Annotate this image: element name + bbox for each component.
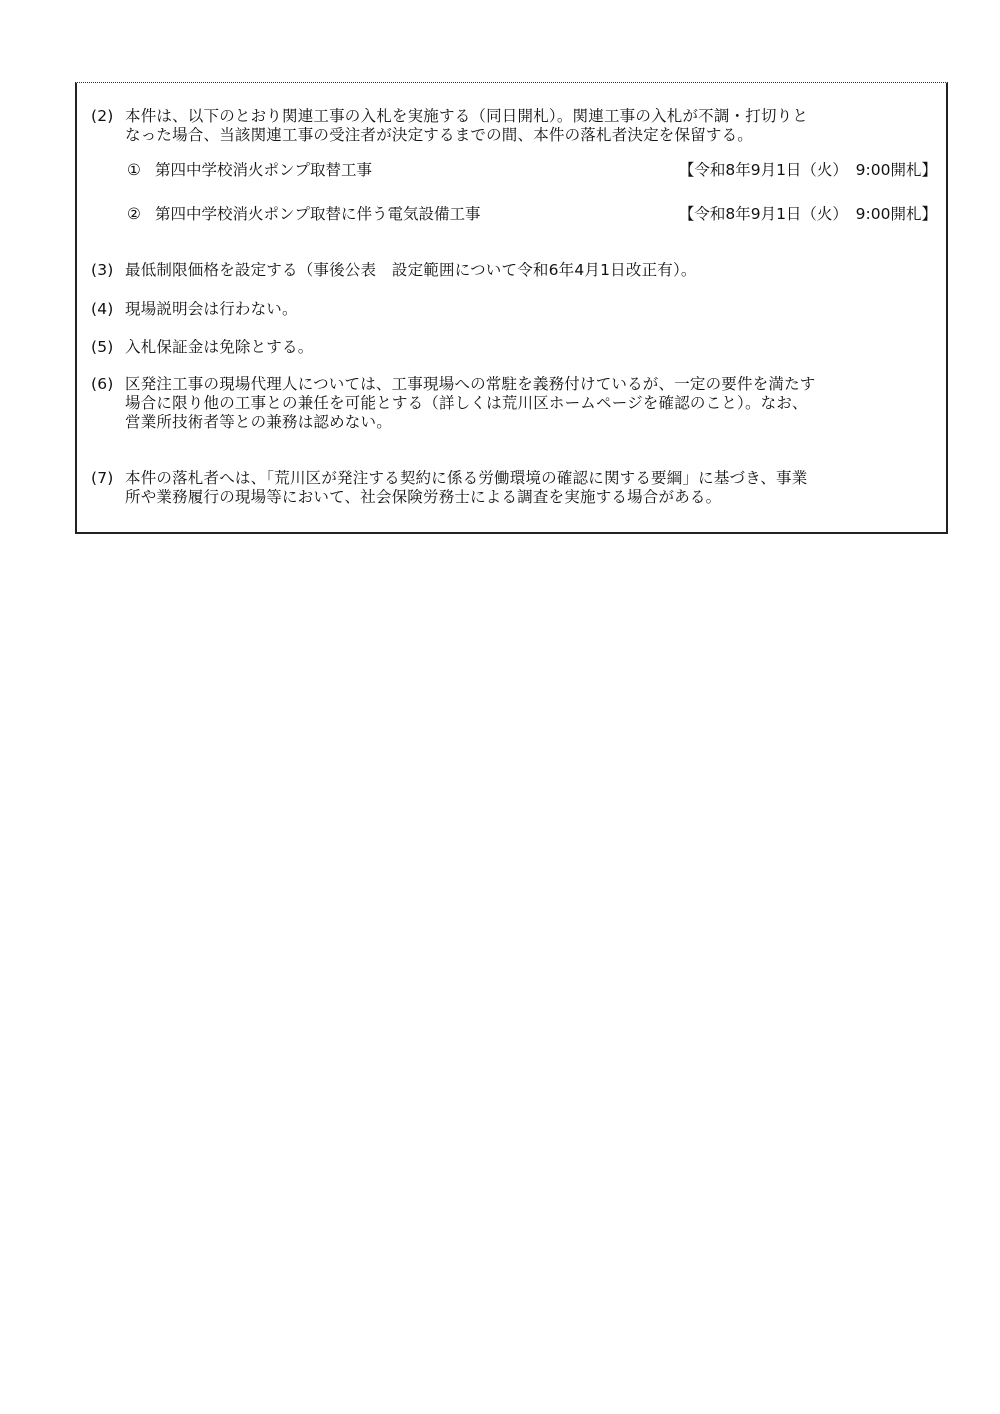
clause-number: (7) bbox=[91, 469, 114, 487]
clause-4 bbox=[91, 300, 943, 319]
related-work-marker: ② bbox=[127, 205, 141, 223]
clause-text bbox=[125, 469, 943, 507]
clause-2 bbox=[91, 107, 943, 145]
clause-line: なった場合、当該関連工事の受注者が決定するまでの間、本件の落札者決定を保留する。 bbox=[125, 126, 754, 144]
clause-line: 場合に限り他の工事との兼任を可能とする（詳しくは荒川区ホームページを確認のこと）。なお、 bbox=[125, 394, 808, 412]
clause-line: 入札保証金は免除とする。 bbox=[125, 338, 314, 356]
clause-line: 区発注工事の現場代理人については、工事現場への常駐を義務付けているが、一定の要件を満たす bbox=[125, 375, 816, 393]
clause-5 bbox=[91, 338, 943, 357]
clause-line: 本件の落札者へは、「荒川区が発注する契約に係る労働環境の確認に関する要綱」に基づき、事業 bbox=[125, 469, 808, 487]
clause-line: 営業所技術者等との兼務は認めない。 bbox=[125, 413, 392, 431]
clause-text bbox=[125, 338, 943, 357]
clause-text bbox=[125, 107, 943, 145]
clause-6 bbox=[91, 375, 943, 432]
clause-text bbox=[125, 261, 943, 280]
related-work-date: 【令和8年9月1日（火） 9:00開札】 bbox=[678, 161, 937, 179]
related-work-marker: ① bbox=[127, 161, 141, 179]
clause-line: 最低制限価格を設定する（事後公表 設定範囲について令和6年4月1日改正有）。 bbox=[125, 261, 697, 279]
clause-number: (2) bbox=[91, 107, 114, 125]
related-work-date: 【令和8年9月1日（火） 9:00開札】 bbox=[678, 205, 937, 223]
related-work-title: 第四中学校消火ポンプ取替に伴う電気設備工事 bbox=[155, 205, 481, 223]
clause-7 bbox=[91, 469, 943, 507]
clause-3 bbox=[91, 261, 943, 280]
clause-text bbox=[125, 300, 943, 319]
clause-number: (4) bbox=[91, 300, 114, 318]
clause-number: (5) bbox=[91, 338, 114, 356]
clause-line: 本件は、以下のとおり関連工事の入札を実施する（同日開札）。関連工事の入札が不調・打切りと bbox=[125, 107, 809, 125]
clause-line: 所や業務履行の現場等において、社会保険労務士による調査を実施する場合がある。 bbox=[125, 488, 722, 506]
clause-number: (3) bbox=[91, 261, 114, 279]
clause-text bbox=[125, 375, 943, 432]
clause-line: 現場説明会は行わない。 bbox=[125, 300, 298, 318]
notice-box bbox=[75, 82, 948, 534]
clause-number: (6) bbox=[91, 375, 114, 393]
related-work-title: 第四中学校消火ポンプ取替工事 bbox=[155, 161, 373, 179]
